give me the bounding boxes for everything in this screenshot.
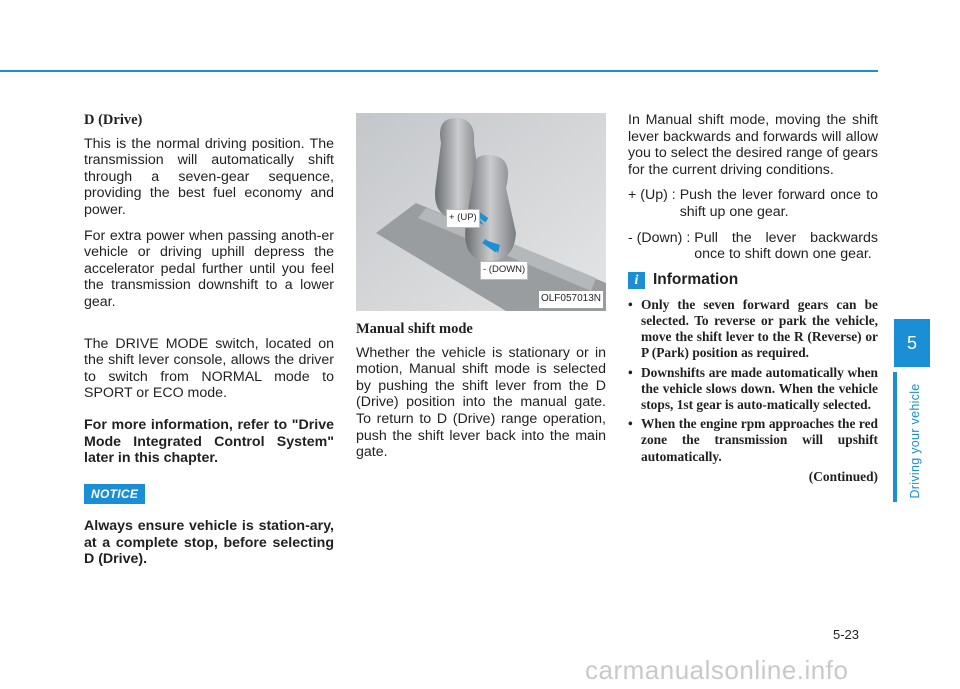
manual-mode-paragraph: In Manual shift mode, moving the shift lever backwards and forwards will allow you to select the desired range of gears for the current driving conditions.: [628, 112, 878, 178]
def-key-down: - (Down) :: [628, 229, 691, 246]
def-key-up: + (Up) :: [628, 187, 676, 204]
information-header: [628, 272, 878, 289]
header-rule: [0, 70, 878, 72]
chapter-title: Driving your vehicle: [908, 383, 922, 499]
manual-shift-heading: Manual shift mode: [356, 321, 473, 337]
figure-code: OLF057013N: [539, 291, 603, 308]
watermark: carmanualsonline.info: [585, 655, 849, 685]
def-value-down: Pull the lever backwards once to shift down one gear.: [694, 229, 878, 263]
down-label: - (DOWN): [480, 261, 528, 280]
def-row-up: [628, 187, 878, 220]
chapter-side-tab: [893, 372, 934, 502]
notice-text: Always ensure vehicle is station-ary, at a complete stop, before selecting D (Drive).: [84, 518, 334, 568]
shift-lever-illustration: [356, 113, 606, 311]
column-left: [84, 112, 334, 577]
info-icon: i: [628, 272, 645, 289]
drive-paragraph-2: For extra power when passing anoth-er vehicle or driving uphill depress the accelerator pedal further until you feel the transmission downshift to a lower gear.: [84, 227, 334, 310]
notice-badge: NOTICE: [84, 484, 145, 505]
column-middle: [356, 113, 606, 470]
manual-shift-paragraph: Whether the vehicle is stationary or in motion, Manual shift mode is selected by pushing the shift lever from the D (Drive) position into the manual gate. To return to D (Drive) range operation, push the shift lever back into the main gate.: [356, 344, 606, 461]
def-row-down: [628, 230, 878, 263]
info-item-3: • When the engine rpm approaches the red zone the transmission will upshift automatically.: [628, 416, 878, 465]
drive-mode-paragraph: The DRIVE MODE switch, located on the shift lever console, allows the driver to switch from NORMAL mode to SPORT or ECO mode.: [84, 335, 334, 402]
drive-paragraph-1: This is the normal driving position. The transmission will automatically shift through a seven-gear sequence, providing the best fuel economy and power.: [84, 135, 334, 218]
page-number: 5-23: [833, 627, 860, 642]
shift-lever-figure: [356, 113, 606, 311]
column-right: [628, 112, 878, 485]
continued-label: (Continued): [808, 468, 878, 484]
chapter-number-tab: 5: [894, 319, 930, 367]
info-item-1: • Only the seven forward gears can be selected. To reverse or park the vehicle, move the shift lever to the R (Reverse) or P (Park) position as required.: [628, 297, 878, 362]
up-label: + (UP): [446, 209, 480, 228]
def-value-up: Push the lever forward once to shift up one gear.: [679, 187, 878, 220]
drive-heading: D (Drive): [84, 112, 143, 128]
info-item-2: • Downshifts are made automatically when the vehicle slows down. When the vehicle stops, 1st gear is auto-matically selected.: [628, 365, 878, 414]
information-list: [628, 297, 878, 465]
more-info-paragraph: For more information, refer to "Drive Mode Integrated Control System" later in this chapter.: [84, 416, 334, 467]
information-title: Information: [653, 270, 739, 288]
